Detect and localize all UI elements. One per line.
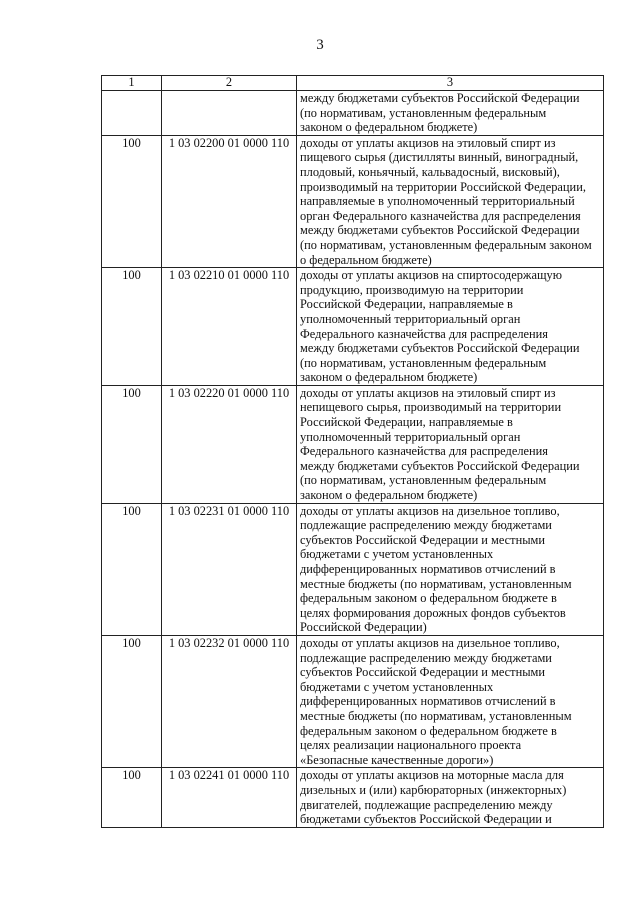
column-header-1: 1 [102, 76, 162, 91]
revenue-description-cell [297, 768, 604, 827]
text-line: (по нормативам, установленным федеральным [300, 105, 547, 120]
admin-code-cell: 100 [102, 635, 162, 767]
text-line: доходы от уплаты акцизов на моторные масла для [300, 768, 564, 783]
text-line: субъектов Российской Федерации и местными [300, 665, 546, 680]
text-line: уполномоченный территориальный орган [300, 429, 521, 444]
revenue-description-cell [297, 635, 604, 767]
text-line: законом о федеральном бюджете) [300, 488, 478, 503]
text-line: (по нормативам, установленным федеральным [300, 473, 547, 488]
text-line: производимый на территории Российской Федерации, [300, 179, 586, 194]
table-row [102, 503, 604, 635]
text-line: Российской Федерации, направляемые в [300, 415, 513, 430]
text-line: целях реализации национального проекта [300, 738, 522, 753]
text-line: доходы от уплаты акцизов на спиртосодержащую [300, 268, 562, 283]
budget-classification-code-cell: 1 03 02210 01 0000 110 [162, 268, 297, 386]
text-line: между бюджетами субъектов Российской Федерации [300, 458, 580, 473]
text-line: федеральным законом о федеральном бюджете в [300, 723, 557, 738]
table-row [102, 135, 604, 267]
budget-classification-code-cell: 1 03 02241 01 0000 110 [162, 768, 297, 827]
text-line: (по нормативам, установленным федеральным законом [300, 237, 592, 252]
admin-code-cell: 100 [102, 768, 162, 827]
text-line: пищевого сырья (дистилляты винный, виноградный, [300, 150, 579, 165]
page-number: 3 [316, 37, 324, 53]
text-line: подлежащие распределению между бюджетами [300, 518, 552, 533]
budget-classification-code-cell: 1 03 02231 01 0000 110 [162, 503, 297, 635]
text-line: доходы от уплаты акцизов на дизельное топливо, [300, 635, 560, 650]
text-line: между бюджетами субъектов Российской Федерации [300, 223, 580, 238]
column-header-2: 2 [162, 76, 297, 91]
table-row [102, 635, 604, 767]
continuation-text-cell [297, 91, 604, 136]
admin-code-cell: 100 [102, 135, 162, 267]
text-line: (по нормативам, установленным федеральным [300, 355, 547, 370]
revenue-description-cell [297, 503, 604, 635]
table-body [102, 76, 604, 828]
text-line: бюджетами с учетом установленных [300, 547, 494, 562]
text-line: продукцию, производимую на территории [300, 282, 524, 297]
admin-code-cell: 100 [102, 268, 162, 386]
continuation-row [102, 91, 604, 136]
continuation-admin-cell [102, 91, 162, 136]
text-line: федеральным законом о федеральном бюджете в [300, 591, 557, 606]
continuation-code-cell [162, 91, 297, 136]
text-line: подлежащие распределению между бюджетами [300, 650, 552, 665]
text-line: законом о федеральном бюджете) [300, 370, 478, 385]
text-line: целях формирования дорожных фондов субъектов [300, 605, 566, 620]
text-line: дифференцированных нормативов отчислений в [300, 694, 556, 709]
text-line: доходы от уплаты акцизов на дизельное топливо, [300, 503, 560, 518]
revenue-table [101, 75, 604, 828]
revenue-description-cell [297, 268, 604, 386]
text-line: плодовый, коньячный, кальвадосный, висковый), [300, 164, 560, 179]
admin-code-cell: 100 [102, 503, 162, 635]
text-line: Федерального казначейства для распределения [300, 326, 548, 341]
text-line: непищевого сырья, производимый на территории [300, 400, 562, 415]
table-row [102, 385, 604, 503]
text-line: между бюджетами субъектов Российской Федерации [300, 91, 580, 105]
text-line: двигателей, подлежащие распределению между [300, 797, 553, 812]
text-line: местные бюджеты (по нормативам, установленным [300, 708, 572, 723]
text-line: Российской Федерации) [300, 620, 427, 635]
text-line: доходы от уплаты акцизов на этиловый спирт из [300, 385, 556, 400]
text-line: доходы от уплаты акцизов на этиловый спирт из [300, 135, 556, 150]
table-header-row [102, 76, 604, 91]
text-line: орган Федерального казначейства для распределения [300, 208, 581, 223]
text-line: бюджетами с учетом установленных [300, 679, 494, 694]
text-line: законом о федеральном бюджете) [300, 120, 478, 135]
revenue-description-cell [297, 385, 604, 503]
revenue-description-cell [297, 135, 604, 267]
table-row [102, 268, 604, 386]
text-line: уполномоченный территориальный орган [300, 311, 521, 326]
budget-classification-code-cell: 1 03 02232 01 0000 110 [162, 635, 297, 767]
text-line: дифференцированных нормативов отчислений в [300, 562, 556, 576]
text-line: бюджетами субъектов Российской Федерации и [300, 812, 552, 827]
text-line: Российской Федерации, направляемые в [300, 297, 513, 312]
text-line: Федерального казначейства для распределения [300, 444, 548, 459]
budget-classification-code-cell: 1 03 02220 01 0000 110 [162, 385, 297, 503]
text-line: о федеральном бюджете) [300, 252, 432, 267]
text-line: между бюджетами субъектов Российской Федерации [300, 341, 580, 356]
column-header-3: 3 [297, 76, 604, 91]
text-line: «Безопасные качественные дороги») [300, 752, 494, 767]
text-line: дизельных и (или) карбюраторных (инжекторных) [300, 782, 567, 797]
budget-classification-code-cell: 1 03 02200 01 0000 110 [162, 135, 297, 267]
text-line: направляемые в уполномоченный территориальный [300, 194, 575, 209]
text-line: местные бюджеты (по нормативам, установленным [300, 576, 572, 591]
admin-code-cell: 100 [102, 385, 162, 503]
table-row [102, 768, 604, 827]
text-line: субъектов Российской Федерации и местными [300, 532, 546, 547]
